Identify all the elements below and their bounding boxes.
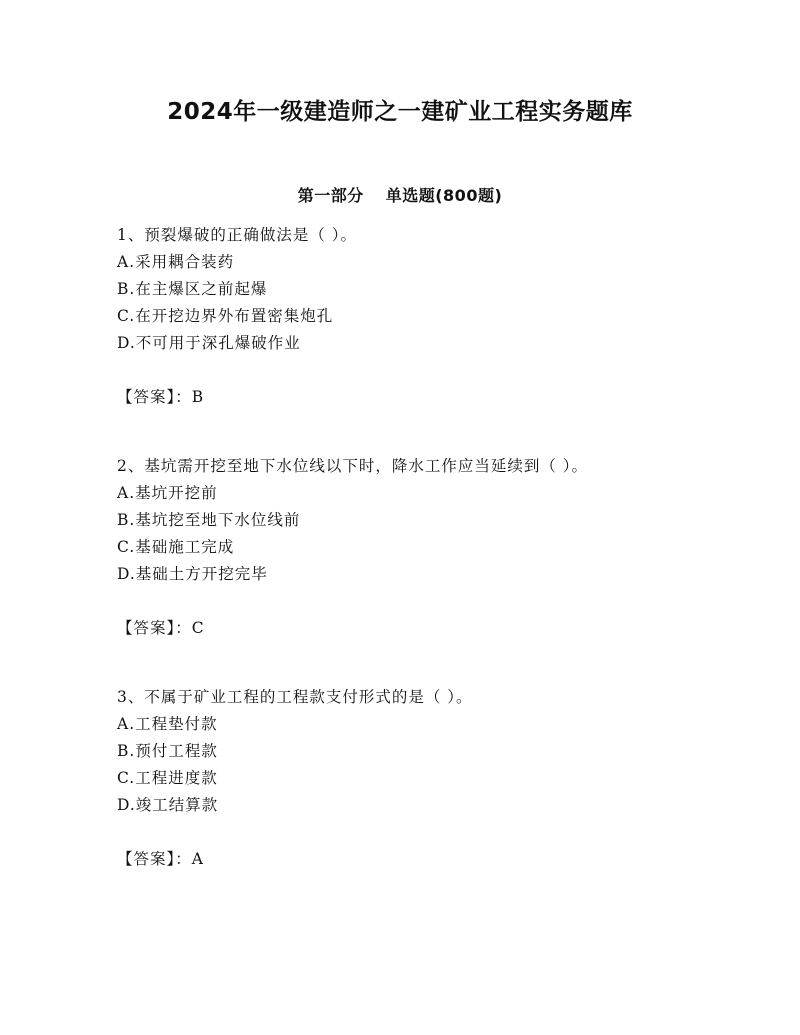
option-d: D.基础土方开挖完毕 xyxy=(117,565,268,583)
option-a: A.工程垫付款 xyxy=(117,715,218,733)
option-b: B.在主爆区之前起爆 xyxy=(117,280,268,298)
question-3 xyxy=(117,684,757,873)
answer-value: C xyxy=(191,619,205,637)
answer-line xyxy=(117,384,757,411)
option-a: A.采用耦合装药 xyxy=(117,253,235,271)
question-stem: 2、基坑需开挖至地下水位线以下时，降水工作应当延续到（ ）。 xyxy=(117,457,589,475)
option-b: B.预付工程款 xyxy=(117,742,218,760)
question-2 xyxy=(117,453,757,642)
answer-value: A xyxy=(191,850,204,868)
answer-label: 【答案】： xyxy=(117,388,192,406)
answer-label: 【答案】： xyxy=(117,619,192,637)
section-part: 第一部分 xyxy=(297,186,364,205)
option-c: C.基础施工完成 xyxy=(117,538,235,556)
document-title: 2024年一级建造师之一建矿业工程实务题库 xyxy=(167,99,633,125)
question-1 xyxy=(117,222,757,411)
answer-label: 【答案】： xyxy=(117,850,192,868)
option-b: B.基坑挖至地下水位线前 xyxy=(117,511,301,529)
question-stem: 1、预裂爆破的正确做法是（ ）。 xyxy=(117,226,358,244)
option-d: D.不可用于深孔爆破作业 xyxy=(117,334,301,352)
option-a: A.基坑开挖前 xyxy=(117,484,218,502)
option-c: C.工程进度款 xyxy=(117,769,218,787)
answer-value: B xyxy=(191,388,205,406)
section-heading xyxy=(0,183,800,206)
answer-line xyxy=(117,846,757,873)
section-type: 单选题(800题) xyxy=(385,186,503,205)
question-stem: 3、不属于矿业工程的工程款支付形式的是（ ）。 xyxy=(117,688,473,706)
answer-line xyxy=(117,615,757,642)
option-c: C.在开挖边界外布置密集炮孔 xyxy=(117,307,334,325)
option-d: D.竣工结算款 xyxy=(117,796,219,814)
